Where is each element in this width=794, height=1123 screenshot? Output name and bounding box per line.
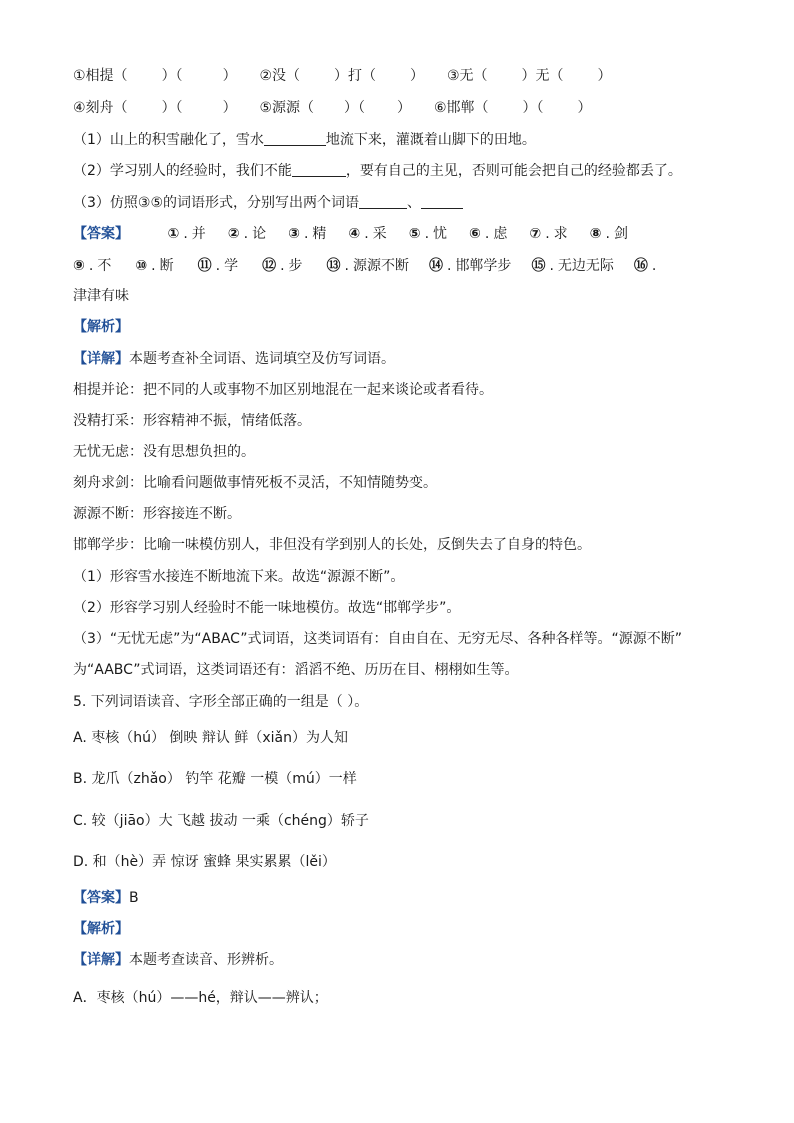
answer-value: 步 [288,258,303,274]
answer-dot: . [243,226,249,242]
answer-item [590,224,628,244]
answer-value: 并 [191,226,206,242]
answer-item [469,224,507,244]
item-1-text-3: ） [222,68,237,84]
detail-line [73,349,395,369]
item-3-text: ③无（ [446,68,488,84]
answer-dot: . [545,226,550,242]
answer-dot: . [303,226,309,242]
explanation-2: 没精打采：形容精神不振，情绪低落。 [73,413,311,429]
answer-number: ⑧ [589,226,602,242]
separator: 、 [407,195,422,211]
answer-dot: . [215,258,221,274]
item-2-text-3: ） [410,68,425,84]
item-5-text-3: ） [397,100,412,116]
answer-item [348,224,386,244]
answer-dot: . [424,226,430,242]
explanation-7: （1）形容雪水接连不断地流下来。故选“源源不断”。 [73,569,405,585]
option-a: A. 枣核（hú） 倒映 辩认 鲜（xiǎn）为人知 [73,730,348,746]
answer-item [288,224,326,244]
item-4-text-3: ） [222,100,237,116]
answer-number: ① [167,226,180,242]
item-4-text-2: ）（ [161,100,183,116]
answer-row-1 [73,224,628,244]
answer-number: ⑦ [529,226,542,242]
q5-answer-label: 【答案】 [73,890,129,906]
fill-row-2 [73,98,592,118]
explanation-3: 无忧无虑：没有思想负担的。 [73,444,255,460]
answer-dot: . [364,226,369,242]
item-6-text: ⑥邯郸（ [433,100,489,116]
sentence-3 [73,193,463,213]
answer-tail: 津津有味 [73,288,129,304]
explanation-8: （2）形容学习别人经验时不能一味地模仿。故选“邯郸学步”。 [73,600,461,616]
explanation-6: 邯郸学步：比喻一味模仿别人，非但没有学到别人的长处，反倒失去了自身的特色。 [73,537,591,553]
item-5-text-2: ）（ [344,100,366,116]
sentence-2-end: ，要有自己的主见，否则可能会把自己的经验都丢了。 [345,163,682,179]
answer-number: ⑨ [73,258,85,274]
answer-value: 剑 [613,226,628,242]
answer-item [327,256,409,276]
fill-row-1 [73,66,612,86]
answer-number: ② [227,226,240,242]
option-d: D. 和（hè）弄 惊讶 蜜蜂 果实累累（lěi） [73,854,336,870]
answer-item [429,256,511,276]
answer-number: ⑭ [428,258,443,274]
analysis-label: 【解析】 [73,319,129,335]
answer-dot: . [183,226,188,242]
item-6-text-3: ） [577,100,592,116]
detail-intro: 本题考查补全词语、选词填空及仿写词语。 [129,351,395,367]
q5-answer-value: B [129,890,139,906]
answer-dot: . [280,258,285,274]
question-5-stem: 5. 下列词语读音、字形全部正确的一组是（ ）。 [73,694,369,710]
answer-dot: . [605,226,610,242]
item-6-text-2: ）（ [522,100,544,116]
answer-dot: . [88,258,94,274]
answer-item [262,256,302,276]
item-1-text-2: ）（ [161,68,183,84]
answer-dot: . [651,258,657,274]
answer-value: 精 [312,226,327,242]
answer-number: ⑬ [326,258,341,274]
explanation-9: （3）“无忧无虑”为“ABAC”式词语，这类词语有：自由自在、无穷无尽、各种各样等。“源源不断” [73,631,682,647]
blank-line [421,194,463,209]
item-5-text: ⑤源源（ [259,100,315,116]
detail-label: 【详解】 [73,351,129,367]
sentence-1-end: 地流下来，灌溉着山脚下的田地。 [325,132,536,148]
answer-number: ③ [288,226,300,242]
answer-value: 源源不断 [352,258,409,274]
answer-value: 虑 [493,226,508,242]
item-4-text: ④刻舟（ [73,100,128,116]
answer-item [73,256,111,276]
answer-value: 论 [252,226,267,242]
item-2-text-2: ）打（ [334,68,377,84]
q5-detail-text: 本题考查读音、形辨析。 [129,952,283,968]
answer-number: ⑪ [197,258,212,274]
q5-detail [73,950,283,970]
answer-number: ④ [348,226,361,242]
sentence-1-start: （1）山上的积雪融化了，雪水 [73,132,264,148]
answer-item [167,224,205,244]
answer-item [529,224,567,244]
answer-label: 【答案】 [73,226,129,242]
answer-value: 学 [224,258,239,274]
answer-dot: . [446,258,452,274]
q5-option-a-analysis: A．枣核（hú）——hé，辩认——辨认； [73,990,328,1006]
q5-detail-label: 【详解】 [73,952,129,968]
answer-item [409,224,447,244]
answer-dot: . [344,258,349,274]
item-1-text: ①相提（ [73,68,128,84]
blank-line [359,194,407,209]
q5-analysis-label: 【解析】 [73,921,129,937]
answer-value: 忧 [433,226,448,242]
answer-value: 断 [159,258,174,274]
answer-dot: . [151,258,156,274]
answer-value: 求 [553,226,568,242]
item-3-text-2: ）无（ [521,68,564,84]
answer-number: ⑮ [531,258,546,274]
blank-line [292,162,346,177]
answer-value: 邯郸学步 [455,258,512,274]
blank-line [264,131,326,146]
answer-value: 无边无际 [557,258,614,274]
explanation-10: 为“AABC”式词语，这类词语还有：滔滔不绝、历历在目、栩栩如生等。 [73,662,519,678]
explanation-1: 相提并论：把不同的人或事物不加区别地混在一起来谈论或者看待。 [73,382,493,398]
answer-item [198,256,238,276]
answer-number: ⑤ [408,226,421,242]
explanation-4: 刻舟求剑：比喻看问题做事情死板不灵活，不知情随势变。 [73,475,437,491]
sentence-2-start: （2）学习别人的经验时，我们不能 [73,163,292,179]
answer-dot: . [484,226,490,242]
option-c: C. 较（jiāo）大 飞越 拔动 一乘（chéng）轿子 [73,813,369,829]
answer-number: ⑩ [135,258,148,274]
answer-item [634,256,660,276]
answer-value: 不 [97,258,112,274]
sentence-3-start: （3）仿照③⑤的词语形式，分别写出两个词语 [73,195,360,211]
answer-value: 采 [372,226,387,242]
answer-dot: . [549,258,554,274]
answer-number: ⑫ [262,258,277,274]
answer-item [228,224,266,244]
answer-item [135,256,173,276]
answer-number: ⑯ [633,258,648,274]
item-3-text-3: ） [597,68,612,84]
option-b: B. 龙爪（zhǎo） 钓竿 花瓣 一模（mú）一样 [73,771,357,787]
sentence-2 [73,161,682,181]
explanation-5: 源源不断：形容接连不断。 [73,506,241,522]
item-2-text: ②没（ [259,68,301,84]
answer-row-2 [73,256,660,276]
answer-item [531,256,613,276]
q5-answer [73,888,139,908]
answer-number: ⑥ [469,226,481,242]
sentence-1 [73,130,536,150]
